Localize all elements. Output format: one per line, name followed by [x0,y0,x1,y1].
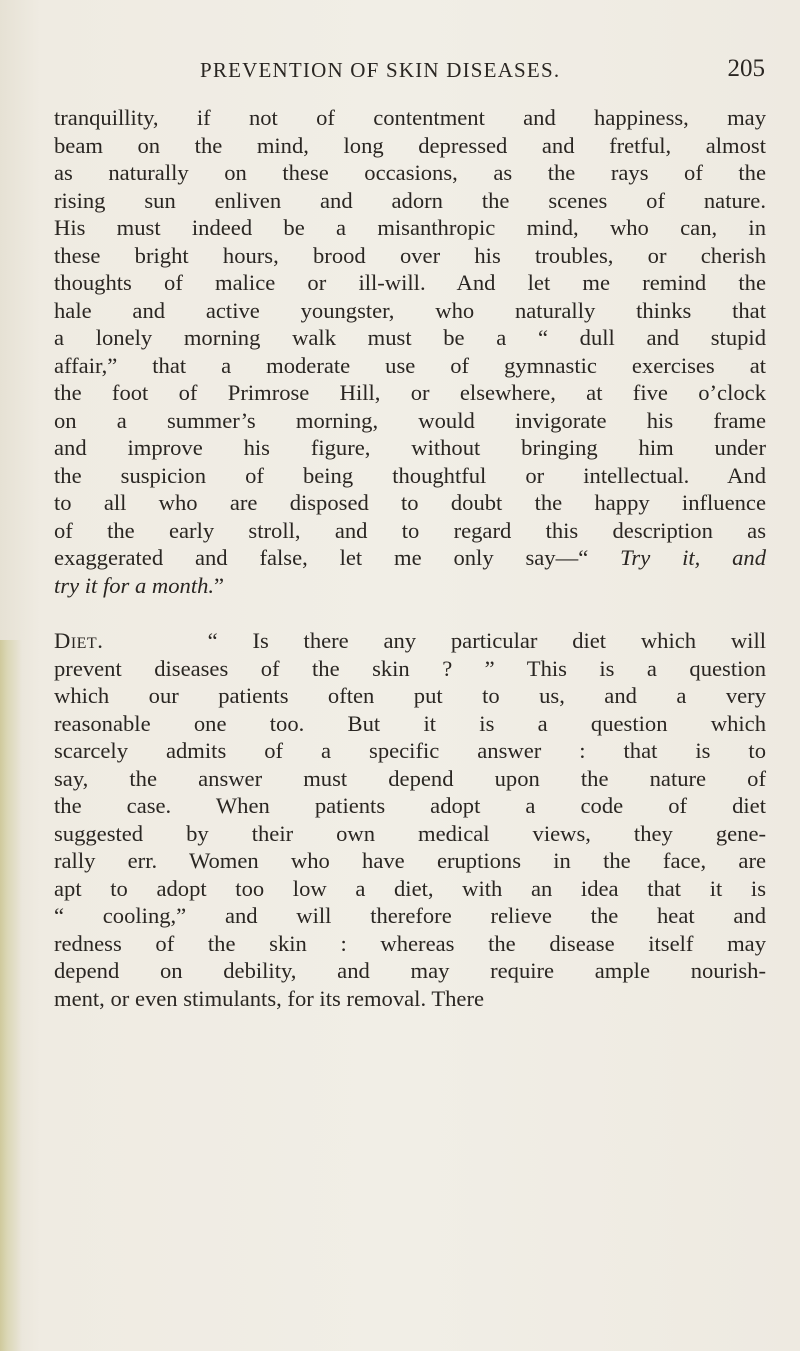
italic-text: try it for a month. [54,572,215,598]
text-line: of the early stroll, and to regard this description as [54,517,766,543]
text-line: the case. When patients adopt a code of diet [54,793,766,818]
text-line: hale and active youngster, who naturally thinks that [54,297,766,323]
text-line: affair,” that a moderate use of gymnastic exercises at [54,352,766,378]
paragraph-gap [54,599,766,627]
text-line: His must indeed be a misanthropic mind, who can, in [54,215,766,240]
text-line: rising sun enliven and adorn the scenes of nature. [54,187,766,213]
text-line: ment, or even stimulants, for its removal. There [54,985,485,1011]
text-line: depend on debility, and may require ample nourish- [54,958,766,983]
text-segment: exaggerated and false, let me only say—“ [54,545,621,570]
paragraph-1 [54,104,766,544]
text-line: which our patients often put to us, and a very [54,683,766,708]
text-line: on a summer’s morning, would invigorate his frame [54,407,766,433]
text-line: reasonable one too. But it is a question which [54,710,766,736]
text-line: “ cooling,” and will therefore relieve the heat and [54,903,766,928]
running-title: PREVENTION OF SKIN DISEASES. [200,58,561,82]
running-head [200,55,765,92]
text-segment: “ Is there any particular diet which will [207,628,766,653]
text-line: suggested by their own medical views, they gene- [54,820,766,846]
text-line: prevent diseases of the skin ? ” This is a question [54,655,766,681]
text-line: rally err. Women who have eruptions in the face, are [54,848,766,873]
text-line: a lonely morning walk must be a “ dull and stupid [54,325,766,350]
text-line: the suspicion of being thoughtful or intellectual. And [54,462,766,488]
text-line: scarcely admits of a specific answer : that is to [54,738,766,763]
text-line: tranquillity, if not of contentment and happiness, may [54,105,766,130]
body-text [54,104,766,1012]
text-line: to all who are disposed to doubt the happy influence [54,490,766,515]
page-number: 205 [727,55,765,82]
text-line: the foot of Primrose Hill, or elsewhere, at five o’clock [54,380,766,405]
text-line [54,572,766,600]
text-segment: ” [214,572,225,598]
text-line [54,627,766,655]
text-line: thoughts of malice or ill-will. And let me remind the [54,270,766,295]
text-line: and improve his figure, without bringing him under [54,435,766,460]
page-edge-discoloration [0,640,22,1351]
text-line: redness of the skin : whereas the disease itself may [54,930,766,956]
paragraph-2 [54,655,766,1013]
text-line: apt to adopt too low a diet, with an idea that it is [54,875,766,901]
text-line: beam on the mind, long depressed and fretful, almost [54,132,766,158]
text-line [54,544,766,572]
text-line: say, the answer must depend upon the nature of [54,765,766,791]
text-line: these bright hours, brood over his troubles, or cherish [54,242,766,268]
section-heading: Diet. [54,628,104,653]
italic-text: Try it, and [620,545,767,570]
text-line: as naturally on these occasions, as the rays of the [54,160,766,185]
